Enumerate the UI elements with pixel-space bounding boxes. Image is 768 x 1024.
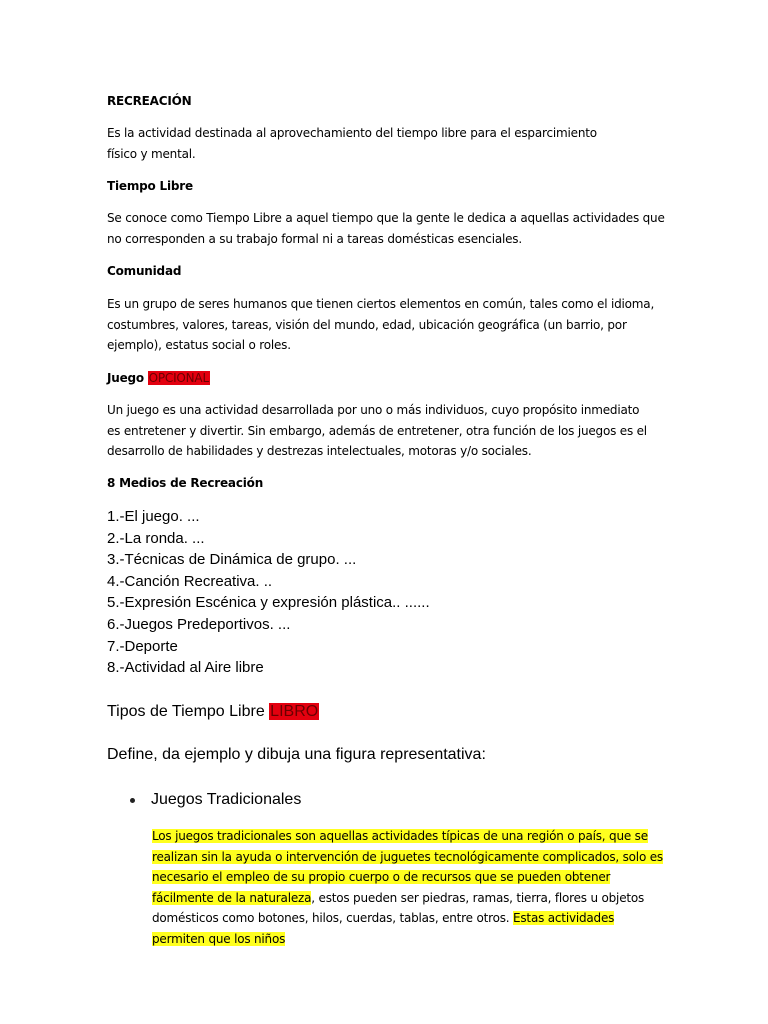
list-item: 7.-Deporte: [107, 637, 178, 655]
instruction-text: Define, da ejemplo y dibuja una figura representativa:: [107, 746, 486, 763]
list-item: 1.-El juego. ...: [107, 508, 200, 525]
heading-tipos: [107, 701, 707, 723]
medios-list: [107, 506, 430, 679]
tag-opcional: OPCIONAL: [148, 371, 209, 385]
plain-text: , estos pueden ser piedras, ramas, tierra, flores u objetos domésticos como botones, hilos, cuerdas, tablas, entre otros.: [152, 890, 645, 926]
list-item: 5.-Expresión Escénica y expresión plástica.. ......: [107, 594, 430, 612]
paragraph-recreacion: Es la actividad destinada al aprovechamiento del tiempo libre para el esparcimiento físico y mental.: [107, 126, 597, 161]
tag-libro: LIBRO: [270, 703, 319, 720]
list-item: 3.-Técnicas de Dinámica de grupo. ...: [107, 551, 357, 569]
heading-juego: [107, 368, 707, 389]
heading-medios: 8 Medios de Recreación: [107, 476, 264, 490]
heading-comunidad: Comunidad: [107, 264, 182, 278]
paragraph-tiempo-libre: Se conoce como Tiempo Libre a aquel tiempo que la gente le dedica a aquellas actividades que no corresponden a su trabajo formal ni a tareas domésticas esenciales.: [107, 211, 665, 246]
list-item: 6.-Juegos Predeportivos. ...: [107, 615, 291, 633]
highlighted-text: Estas actividades permiten que los niños: [152, 911, 615, 946]
paragraph-juegos-tradicionales: [152, 826, 667, 950]
bullet-label: Juegos Tradicionales: [151, 791, 302, 808]
list-item: 2.-La ronda. ...: [107, 529, 205, 547]
paragraph-comunidad: Es un grupo de seres humanos que tienen ciertos elementos en común, tales como el idioma, costumbres, valores, tareas, visión del mundo, edad, ubicación geográfica (un barrio, por ejemplo), estatus social o roles.: [107, 297, 655, 353]
list-item: 4.-Canción Recreativa. ..: [107, 572, 273, 590]
heading-tipos-label: Tipos de Tiempo Libre: [107, 703, 265, 720]
bullet-icon: [130, 798, 135, 803]
heading-tiempo-libre: Tiempo Libre: [107, 179, 193, 193]
heading-recreacion: RECREACIÓN: [107, 94, 192, 108]
paragraph-juego: Un juego es una actividad desarrollada por uno o más individuos, cuyo propósito inmediato es entretener y divertir. Sin embargo, además de entretener, otra función de los juegos es el desarrollo de habilidades y destrezas intelectuales, motoras y/o sociales.: [107, 403, 647, 459]
highlighted-text: Los juegos tradicionales son aquellas actividades típicas de una región o país, que se realizan sin la ayuda o intervención de juguetes tecnológicamente complicados, solo es necesario el empleo de su propio cuerpo o de recursos que se pueden obtener fácilmente de la naturaleza: [152, 829, 663, 905]
list-item: 8.-Actividad al Aire libre: [107, 659, 264, 677]
heading-juego-label: Juego: [107, 371, 144, 385]
